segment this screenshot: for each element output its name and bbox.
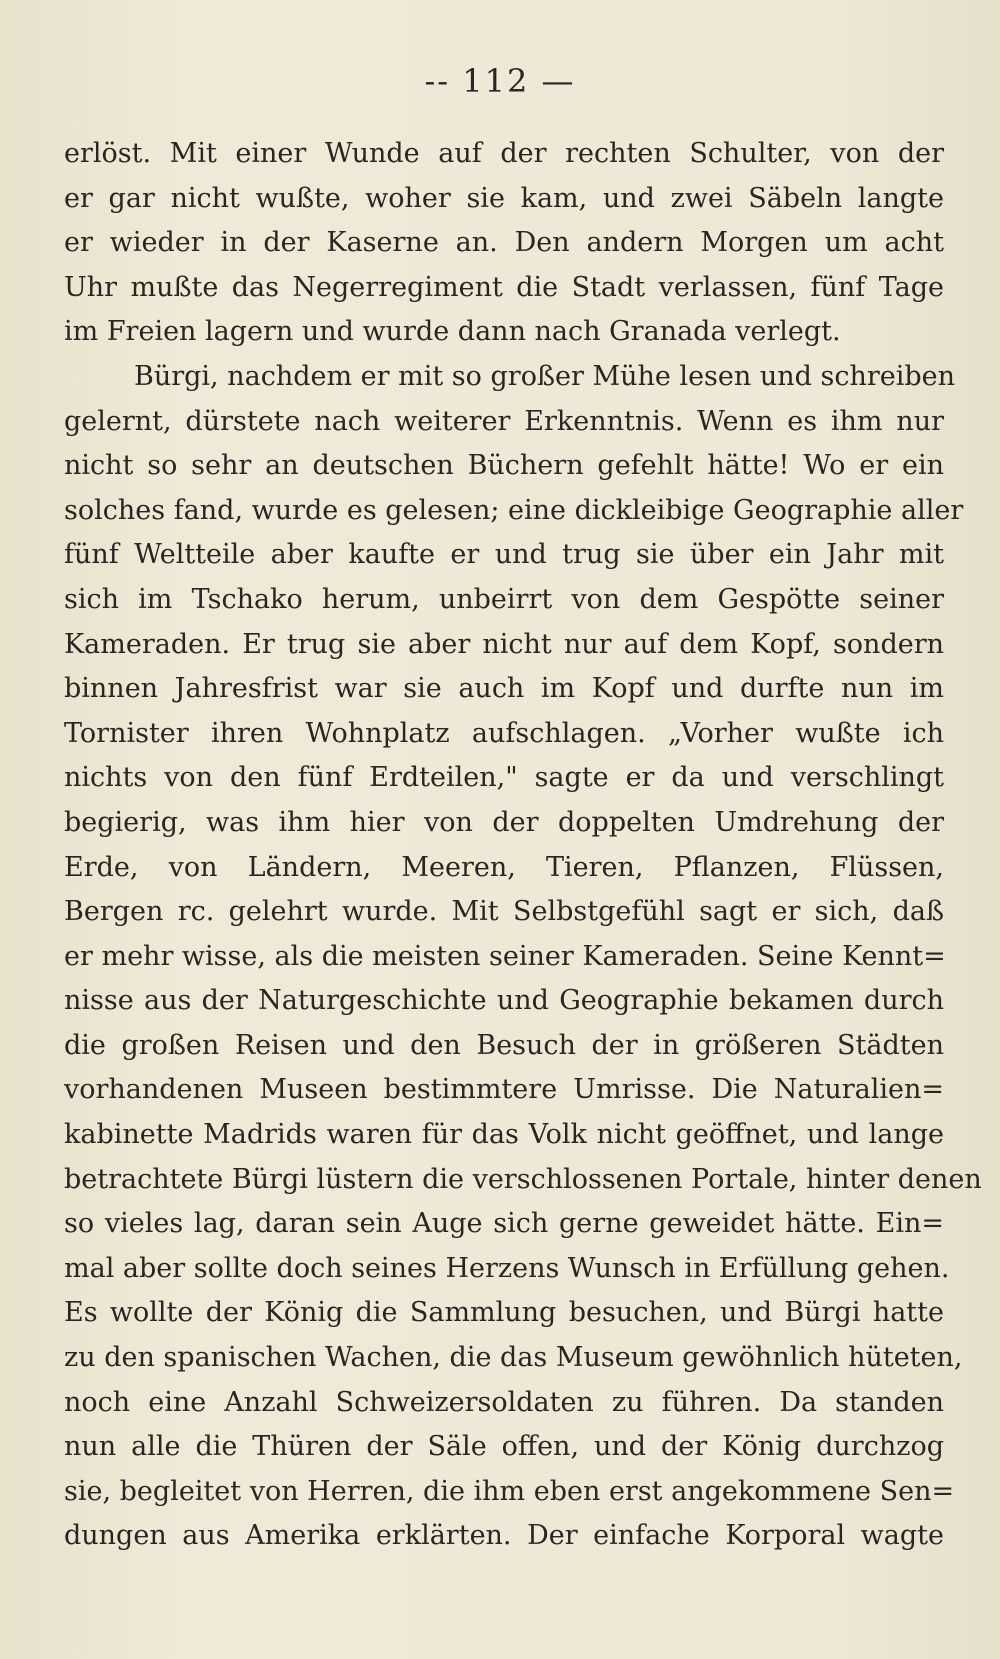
text-line: nichts von den fünf Erdteilen," sagte er da und verschlingt	[64, 762, 944, 794]
text-line: sich im Tschako herum, unbeirrt von dem Gespötte seiner	[64, 583, 944, 615]
text-line: Bürgi, nachdem er mit so großer Mühe lesen und schreiben	[134, 360, 956, 392]
text-line: vorhandenen Museen bestimmtere Umrisse. Die Naturalien=	[64, 1074, 944, 1106]
text-line: im Freien lagern und wurde dann nach Granada verlegt.	[64, 316, 841, 348]
text-line: er mehr wisse, als die meisten seiner Kameraden. Seine Kennt=	[64, 940, 946, 972]
body-text	[64, 132, 982, 1559]
text-line: gelernt, dürstete nach weiterer Erkenntnis. Wenn es ihm nur	[64, 405, 944, 437]
text-line: solches fand, wurde es gelesen; eine dickleibige Geographie aller	[64, 494, 964, 526]
text-line: nun alle die Thüren der Säle offen, und der König durchzog	[64, 1431, 944, 1463]
text-line: Tornister ihren Wohnplatz aufschlagen. „Vorher wußte ich	[64, 717, 944, 749]
text-line: zu den spanischen Wachen, die das Museum gewöhnlich hüteten,	[64, 1342, 963, 1374]
text-line: so vieles lag, daran sein Auge sich gerne geweidet hätte. Ein=	[64, 1208, 944, 1240]
text-line: dungen aus Amerika erklärten. Der einfache Korporal wagte	[64, 1520, 944, 1552]
text-line: kabinette Madrids waren für das Volk nicht geöffnet, und lange	[64, 1119, 944, 1151]
text-line: die großen Reisen und den Besuch der in größeren Städten	[64, 1029, 944, 1061]
text-line: Kameraden. Er trug sie aber nicht nur auf dem Kopf, sondern	[64, 628, 944, 660]
text-line: betrachtete Bürgi lüstern die verschlossenen Portale, hinter denen	[64, 1163, 982, 1195]
page-number: -- 112 —	[424, 62, 576, 100]
text-line: noch eine Anzahl Schweizersoldaten zu führen. Da standen	[64, 1386, 944, 1418]
text-line: er gar nicht wußte, woher sie kam, und zwei Säbeln langte	[64, 182, 944, 214]
text-line: Bergen rc. gelehrt wurde. Mit Selbstgefühl sagt er sich, daß	[64, 896, 944, 928]
text-line: fünf Weltteile aber kaufte er und trug sie über ein Jahr mit	[64, 539, 944, 571]
text-line: nisse aus der Naturgeschichte und Geographie bekamen durch	[64, 985, 944, 1017]
text-line: sie, begleitet von Herren, die ihm eben erst angekommene Sen=	[64, 1475, 955, 1507]
text-line: binnen Jahresfrist war sie auch im Kopf und durfte nun im	[64, 673, 944, 705]
text-line: Uhr mußte das Negerregiment die Stadt verlassen, fünf Tage	[64, 271, 944, 303]
text-line: erlöst. Mit einer Wunde auf der rechten Schulter, von der	[64, 138, 944, 169]
text-line: begierig, was ihm hier von der doppelten Umdrehung der	[64, 806, 944, 838]
text-line: er wieder in der Kaserne an. Den andern Morgen um acht	[64, 227, 944, 259]
text-line: Erde, von Ländern, Meeren, Tieren, Pflanzen, Flüssen,	[64, 851, 944, 883]
text-line: Es wollte der König die Sammlung besuchen, und Bürgi hatte	[64, 1297, 944, 1329]
text-line: nicht so sehr an deutschen Büchern gefehlt hätte! Wo er ein	[64, 450, 944, 482]
text-line: mal aber sollte doch seines Herzens Wunsch in Erfüllung gehen.	[64, 1252, 950, 1284]
